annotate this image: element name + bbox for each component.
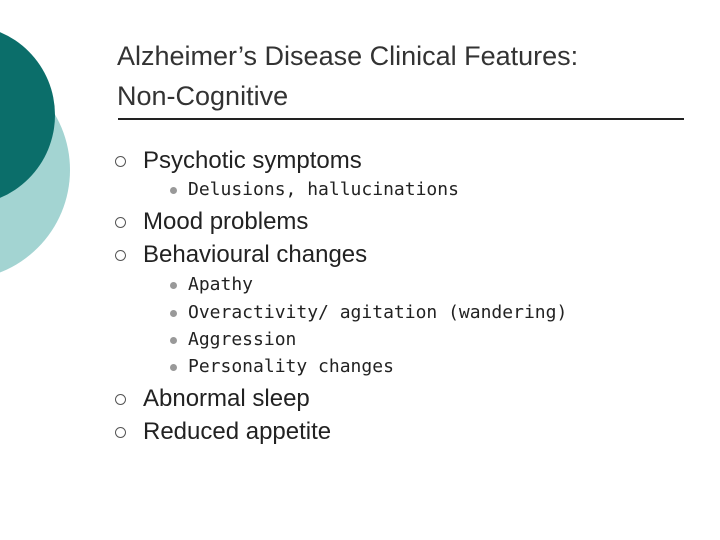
hollow-circle-bullet-icon xyxy=(115,156,126,167)
bullet-list: Psychotic symptoms Delusions, hallucinations Mood problems Behavioural changes Apathy Overactivity/ agitation (wandering) Aggression Personality changes Abnormal sleep Reduced appetite xyxy=(0,0,720,540)
title-line-1: Alzheimer’s Disease Clinical Features: xyxy=(117,41,579,71)
filled-dot-bullet-icon xyxy=(170,310,177,317)
hollow-circle-bullet-icon xyxy=(115,394,126,405)
filled-dot-bullet-icon xyxy=(170,282,177,289)
hollow-circle-bullet-icon xyxy=(115,217,126,228)
filled-dot-bullet-icon xyxy=(170,187,177,194)
title-line-2: Non-Cognitive xyxy=(117,81,289,111)
filled-dot-bullet-icon xyxy=(170,364,177,371)
hollow-circle-bullet-icon xyxy=(115,427,126,438)
hollow-circle-bullet-icon xyxy=(115,250,126,261)
filled-dot-bullet-icon xyxy=(170,337,177,344)
